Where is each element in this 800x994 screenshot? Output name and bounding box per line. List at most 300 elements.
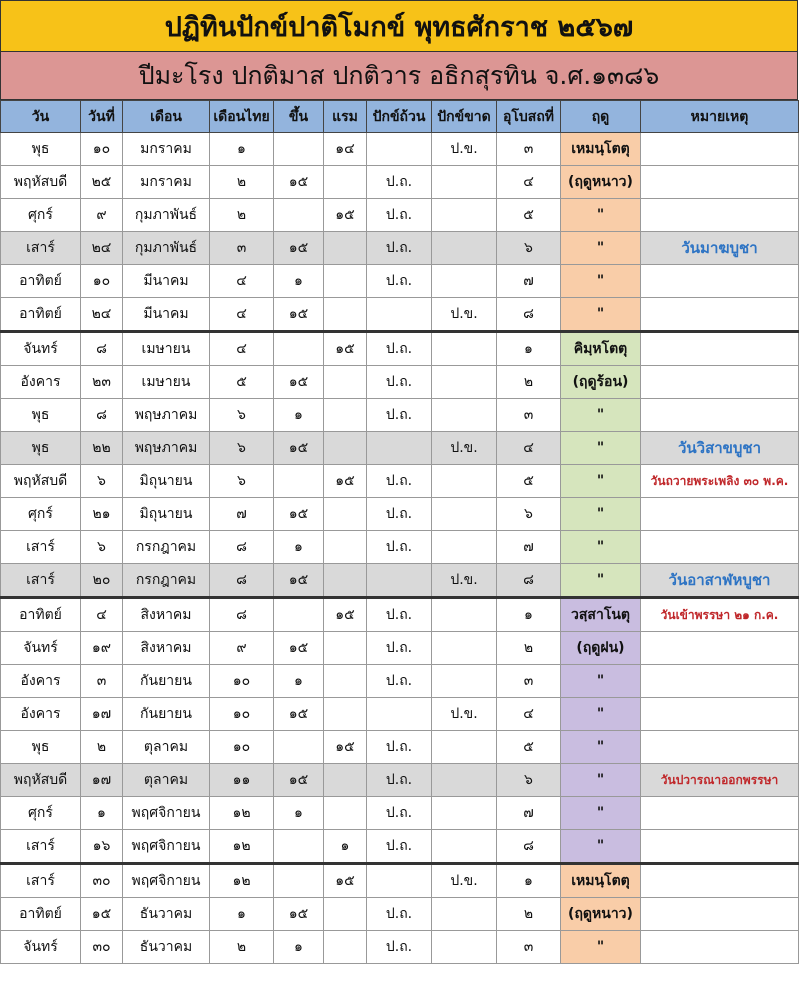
cell-date: ๓ [81,665,123,698]
cell-short-fortnight [432,465,497,498]
cell-uposatha: ๗ [497,531,561,564]
cell-waxing [274,133,324,166]
cell-thai-month: ๑ [210,133,274,166]
cell-uposatha: ๖ [497,764,561,797]
cell-day: อังคาร [1,366,81,399]
table-row [1,531,799,564]
cell-month: สิงหาคม [123,598,210,632]
cell-season: " [561,432,641,465]
cell-season: " [561,797,641,830]
cell-month: พฤศจิกายน [123,864,210,898]
cell-date: ๒๓ [81,366,123,399]
table-row [1,166,799,199]
cell-uposatha: ๘ [497,830,561,864]
cell-full-fortnight [367,432,432,465]
header-note: หมายเหตุ [641,101,799,133]
cell-thai-month: ๘ [210,598,274,632]
cell-note [641,498,799,531]
cell-note: วันอาสาฬหบูชา [641,564,799,598]
table-row [1,199,799,232]
cell-full-fortnight: ป.ถ. [367,332,432,366]
cell-season: (ฤดูร้อน) [561,366,641,399]
cell-waning: ๑๕ [324,199,367,232]
cell-note [641,399,799,432]
cell-day: เสาร์ [1,864,81,898]
cell-waxing: ๑๕ [274,366,324,399]
cell-day: ศุกร์ [1,498,81,531]
cell-uposatha: ๑ [497,332,561,366]
cell-note [641,133,799,166]
cell-thai-month: ๔ [210,298,274,332]
cell-short-fortnight [432,232,497,265]
cell-full-fortnight: ป.ถ. [367,764,432,797]
cell-note [641,698,799,731]
cell-short-fortnight: ป.ข. [432,564,497,598]
cell-waning [324,498,367,531]
cell-date: ๑๙ [81,632,123,665]
cell-season: " [561,232,641,265]
cell-season: " [561,531,641,564]
header-uposatha: อุโบสถที่ [497,101,561,133]
table-row [1,265,799,298]
header-day: วัน [1,101,81,133]
cell-date: ๒๔ [81,298,123,332]
cell-uposatha: ๓ [497,133,561,166]
cell-waxing: ๑๕ [274,432,324,465]
cell-waxing [274,830,324,864]
cell-uposatha: ๓ [497,665,561,698]
cell-month: สิงหาคม [123,632,210,665]
cell-waning [324,265,367,298]
cell-day: อาทิตย์ [1,898,81,931]
cell-waxing: ๑๕ [274,498,324,531]
table-row [1,764,799,797]
cell-waning [324,531,367,564]
table-row [1,830,799,864]
cell-full-fortnight: ป.ถ. [367,265,432,298]
cell-note [641,366,799,399]
cell-date: ๖ [81,465,123,498]
cell-season: " [561,298,641,332]
cell-month: พฤศจิกายน [123,797,210,830]
cell-note [641,731,799,764]
cell-full-fortnight: ป.ถ. [367,399,432,432]
cell-note [641,332,799,366]
cell-short-fortnight [432,265,497,298]
cell-waning: ๑๕ [324,332,367,366]
table-row [1,498,799,531]
cell-short-fortnight [432,199,497,232]
cell-thai-month: ๔ [210,332,274,366]
cell-month: กุมภาพันธ์ [123,199,210,232]
cell-waning [324,898,367,931]
cell-full-fortnight: ป.ถ. [367,797,432,830]
cell-month: กรกฎาคม [123,531,210,564]
cell-short-fortnight [432,366,497,399]
cell-day: พฤหัสบดี [1,764,81,797]
cell-waxing: ๑ [274,399,324,432]
table-row [1,399,799,432]
cell-thai-month: ๑๒ [210,797,274,830]
cell-waning [324,432,367,465]
cell-thai-month: ๑๒ [210,830,274,864]
cell-uposatha: ๓ [497,399,561,432]
cell-uposatha: ๓ [497,931,561,964]
cell-day: อาทิตย์ [1,298,81,332]
cell-note [641,199,799,232]
cell-short-fortnight [432,332,497,366]
cell-short-fortnight: ป.ข. [432,698,497,731]
cell-note [641,166,799,199]
cell-note [641,265,799,298]
cell-uposatha: ๒ [497,366,561,399]
table-row [1,465,799,498]
cell-uposatha: ๔ [497,698,561,731]
cell-waxing [274,731,324,764]
cell-thai-month: ๘ [210,531,274,564]
cell-day: พฤหัสบดี [1,166,81,199]
cell-full-fortnight: ป.ถ. [367,232,432,265]
cell-month: พฤษภาคม [123,399,210,432]
cell-short-fortnight [432,731,497,764]
cell-thai-month: ๖ [210,465,274,498]
table-row [1,632,799,665]
cell-month: กันยายน [123,665,210,698]
cell-uposatha: ๕ [497,731,561,764]
cell-month: ธันวาคม [123,931,210,964]
cell-short-fortnight [432,632,497,665]
cell-waning [324,366,367,399]
cell-thai-month: ๙ [210,632,274,665]
cell-season: วสฺสาโนตุ [561,598,641,632]
cell-full-fortnight: ป.ถ. [367,199,432,232]
cell-season: " [561,698,641,731]
cell-date: ๔ [81,598,123,632]
cell-short-fortnight [432,764,497,797]
table-body [1,133,799,964]
cell-uposatha: ๕ [497,465,561,498]
cell-date: ๘ [81,332,123,366]
cell-short-fortnight [432,531,497,564]
cell-day: จันทร์ [1,931,81,964]
cell-day: พุธ [1,432,81,465]
cell-full-fortnight: ป.ถ. [367,598,432,632]
cell-season: " [561,498,641,531]
cell-date: ๒๔ [81,232,123,265]
cell-month: พฤศจิกายน [123,830,210,864]
cell-month: กุมภาพันธ์ [123,232,210,265]
cell-full-fortnight: ป.ถ. [367,465,432,498]
cell-note: วันวิสาขบูชา [641,432,799,465]
cell-thai-month: ๑๐ [210,665,274,698]
cell-season: (ฤดูหนาว) [561,898,641,931]
cell-month: มีนาคม [123,298,210,332]
cell-waning [324,564,367,598]
cell-full-fortnight [367,864,432,898]
table-row [1,332,799,366]
table-row [1,432,799,465]
cell-waning [324,797,367,830]
cell-thai-month: ๘ [210,564,274,598]
cell-full-fortnight [367,698,432,731]
cell-waning: ๑๔ [324,133,367,166]
cell-day: จันทร์ [1,332,81,366]
cell-full-fortnight: ป.ถ. [367,498,432,531]
cell-date: ๓๐ [81,864,123,898]
cell-uposatha: ๔ [497,166,561,199]
cell-waxing: ๑ [274,265,324,298]
cell-date: ๒๒ [81,432,123,465]
cell-thai-month: ๖ [210,399,274,432]
cell-waxing: ๑๕ [274,564,324,598]
cell-note [641,830,799,864]
cell-uposatha: ๑ [497,598,561,632]
cell-note [641,632,799,665]
cell-season: เหมนฺโตตุ [561,133,641,166]
cell-short-fortnight [432,931,497,964]
header-short-fortnight: ปักข์ขาด [432,101,497,133]
cell-uposatha: ๘ [497,564,561,598]
calendar-subtitle: ปีมะโรง ปกติมาส ปกติวาร อธิกสุรทิน จ.ศ.๑๓๘๖ [0,52,798,100]
cell-full-fortnight: ป.ถ. [367,830,432,864]
cell-full-fortnight: ป.ถ. [367,665,432,698]
cell-date: ๒ [81,731,123,764]
cell-month: เมษายน [123,366,210,399]
cell-uposatha: ๔ [497,432,561,465]
table-row [1,598,799,632]
cell-short-fortnight: ป.ข. [432,864,497,898]
cell-note [641,797,799,830]
cell-month: มกราคม [123,133,210,166]
cell-short-fortnight [432,898,497,931]
table-row [1,698,799,731]
cell-waxing [274,199,324,232]
cell-thai-month: ๗ [210,498,274,531]
cell-day: อาทิตย์ [1,265,81,298]
cell-uposatha: ๖ [497,498,561,531]
cell-short-fortnight [432,830,497,864]
cell-full-fortnight: ป.ถ. [367,366,432,399]
cell-date: ๙ [81,199,123,232]
cell-waxing: ๑ [274,665,324,698]
cell-full-fortnight: ป.ถ. [367,931,432,964]
cell-short-fortnight [432,166,497,199]
cell-note: วันถวายพระเพลิง ๓๐ พ.ค. [641,465,799,498]
cell-waning [324,698,367,731]
cell-date: ๒๕ [81,166,123,199]
cell-waxing: ๑๕ [274,898,324,931]
cell-month: เมษายน [123,332,210,366]
header-season: ฤดู [561,101,641,133]
cell-short-fortnight: ป.ข. [432,298,497,332]
cell-waning: ๑ [324,830,367,864]
cell-waning [324,764,367,797]
table-row [1,864,799,898]
cell-month: กันยายน [123,698,210,731]
cell-season: " [561,199,641,232]
cell-full-fortnight: ป.ถ. [367,166,432,199]
table-row [1,797,799,830]
cell-waxing: ๑ [274,531,324,564]
cell-date: ๘ [81,399,123,432]
cell-waning [324,632,367,665]
cell-day: เสาร์ [1,830,81,864]
cell-season: " [561,265,641,298]
table-row [1,665,799,698]
cell-short-fortnight [432,598,497,632]
cell-day: เสาร์ [1,564,81,598]
cell-note [641,531,799,564]
cell-season: " [561,764,641,797]
table-row [1,366,799,399]
cell-day: พุธ [1,133,81,166]
cell-season: " [561,731,641,764]
cell-season: คิมฺหโตตุ [561,332,641,366]
cell-day: พฤหัสบดี [1,465,81,498]
cell-month: ตุลาคม [123,764,210,797]
cell-note [641,665,799,698]
cell-full-fortnight [367,298,432,332]
cell-full-fortnight: ป.ถ. [367,531,432,564]
cell-season: " [561,931,641,964]
cell-short-fortnight [432,797,497,830]
cell-thai-month: ๕ [210,366,274,399]
cell-uposatha: ๕ [497,199,561,232]
cell-date: ๑๗ [81,764,123,797]
cell-day: อังคาร [1,698,81,731]
cell-month: ธันวาคม [123,898,210,931]
header-thai-month: เดือนไทย [210,101,274,133]
cell-date: ๒๐ [81,564,123,598]
cell-date: ๑๕ [81,898,123,931]
cell-short-fortnight [432,399,497,432]
cell-waning: ๑๕ [324,864,367,898]
cell-season: เหมนฺโตตุ [561,864,641,898]
cell-full-fortnight [367,564,432,598]
cell-full-fortnight: ป.ถ. [367,731,432,764]
cell-waxing [274,598,324,632]
table-row [1,731,799,764]
cell-short-fortnight: ป.ข. [432,432,497,465]
cell-note [641,931,799,964]
calendar-title: ปฏิทินปักข์ปาติโมกข์ พุทธศักราช ๒๕๖๗ [0,0,798,52]
table-row [1,931,799,964]
cell-thai-month: ๖ [210,432,274,465]
cell-thai-month: ๑๐ [210,731,274,764]
cell-uposatha: ๖ [497,232,561,265]
cell-date: ๒๑ [81,498,123,531]
cell-waxing: ๑๕ [274,232,324,265]
cell-day: ศุกร์ [1,199,81,232]
cell-short-fortnight [432,498,497,531]
cell-date: ๑๗ [81,698,123,731]
cell-uposatha: ๗ [497,797,561,830]
cell-waxing: ๑๕ [274,698,324,731]
cell-waxing: ๑๕ [274,298,324,332]
cell-note [641,298,799,332]
cell-note [641,864,799,898]
cell-short-fortnight [432,665,497,698]
cell-date: ๖ [81,531,123,564]
header-waxing: ขึ้น [274,101,324,133]
cell-day: พุธ [1,731,81,764]
cell-day: จันทร์ [1,632,81,665]
cell-waning [324,665,367,698]
cell-waning [324,232,367,265]
cell-day: เสาร์ [1,531,81,564]
cell-waxing: ๑๕ [274,632,324,665]
table-row [1,898,799,931]
cell-season: " [561,564,641,598]
cell-waxing: ๑๕ [274,764,324,797]
cell-waxing: ๑ [274,797,324,830]
cell-season: (ฤดูหนาว) [561,166,641,199]
cell-month: ตุลาคม [123,731,210,764]
cell-uposatha: ๘ [497,298,561,332]
cell-waning [324,931,367,964]
cell-month: มีนาคม [123,265,210,298]
cell-waning [324,399,367,432]
cell-month: พฤษภาคม [123,432,210,465]
table-row [1,232,799,265]
header-month: เดือน [123,101,210,133]
cell-short-fortnight: ป.ข. [432,133,497,166]
cell-day: พุธ [1,399,81,432]
cell-uposatha: ๒ [497,632,561,665]
uposatha-table [0,100,799,964]
table-row [1,564,799,598]
cell-day: อังคาร [1,665,81,698]
cell-season: " [561,830,641,864]
header-full-fortnight: ปักข์ถ้วน [367,101,432,133]
cell-thai-month: ๑ [210,898,274,931]
cell-date: ๑๐ [81,265,123,298]
cell-note: วันเข้าพรรษา ๒๑ ก.ค. [641,598,799,632]
cell-thai-month: ๒ [210,166,274,199]
cell-uposatha: ๒ [497,898,561,931]
cell-month: มกราคม [123,166,210,199]
cell-waning [324,166,367,199]
cell-date: ๑๖ [81,830,123,864]
cell-waning [324,298,367,332]
cell-day: อาทิตย์ [1,598,81,632]
cell-date: ๓๐ [81,931,123,964]
cell-waning: ๑๕ [324,731,367,764]
cell-note: วันปวารณาออกพรรษา [641,764,799,797]
cell-thai-month: ๑๑ [210,764,274,797]
cell-day: ศุกร์ [1,797,81,830]
cell-thai-month: ๑๒ [210,864,274,898]
cell-season: " [561,399,641,432]
cell-month: กรกฎาคม [123,564,210,598]
cell-month: มิถุนายน [123,465,210,498]
cell-uposatha: ๑ [497,864,561,898]
table-row [1,298,799,332]
cell-waxing: ๑๕ [274,166,324,199]
cell-full-fortnight [367,133,432,166]
cell-waxing [274,864,324,898]
cell-waning: ๑๕ [324,465,367,498]
cell-full-fortnight: ป.ถ. [367,632,432,665]
cell-note [641,898,799,931]
header-date: วันที่ [81,101,123,133]
cell-waning: ๑๕ [324,598,367,632]
cell-thai-month: ๔ [210,265,274,298]
header-waning: แรม [324,101,367,133]
cell-thai-month: ๑๐ [210,698,274,731]
cell-note: วันมาฆบูชา [641,232,799,265]
cell-thai-month: ๓ [210,232,274,265]
